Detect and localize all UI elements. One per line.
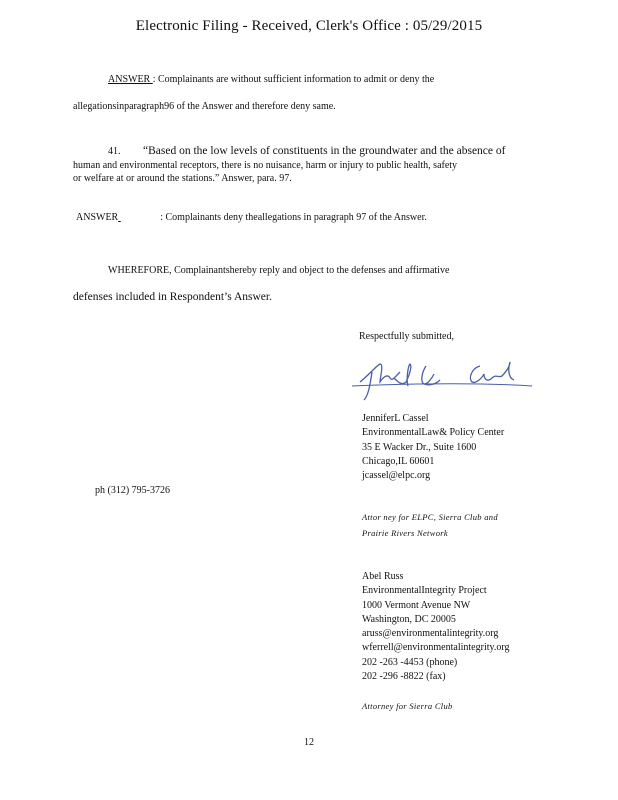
signer-2-city: Washington, DC 20005	[362, 613, 456, 625]
signer-1-email: jcassel@elpc.org	[362, 470, 431, 482]
signer-2-email-2: wferrell@environmentalintegrity.org	[362, 642, 510, 654]
signer-1-block	[362, 412, 504, 483]
wherefore-line-2: defenses included in Respondent’s Answer.	[73, 291, 272, 303]
paragraph-41-text-1: “Based on the low levels of constituents in the groundwater and the absence of	[143, 145, 506, 157]
signer-2-org: EnvironmentalIntegrity Project	[362, 585, 487, 597]
paragraph-41-line-3: or welfare at or around the stations.” Answer, para. 97.	[73, 173, 292, 184]
wherefore-line-1: WHEREFORE, Complainantshereby reply and object to the defenses and affirmative	[108, 265, 450, 276]
answer-2-underline	[118, 212, 160, 223]
answer-1-line-2: allegationsinparagraph96 of the Answer and therefore deny same.	[73, 101, 336, 112]
signer-1-phone: ph (312) 795-3726	[95, 485, 170, 496]
handwritten-signature	[350, 352, 535, 402]
paragraph-41-line-2: human and environmental receptors, there is no nuisance, harm or injury to public health, safety	[73, 159, 458, 171]
signer-2-phone: 202 -263 -4453 (phone)	[362, 656, 458, 668]
signer-1-role-1: Attor ney for ELPC, Sierra Club and	[362, 512, 498, 522]
signer-2-fax: 202 -296 -8822 (fax)	[362, 671, 446, 683]
answer-2-text: : Complainants deny theallegations in paragraph 97 of the Answer.	[160, 212, 427, 223]
filing-header: Electronic Filing - Received, Clerk's Office : 05/29/2015	[135, 18, 483, 34]
closing-text: Respectfully submitted,	[359, 331, 454, 342]
paragraph-41	[73, 143, 505, 186]
signer-1-city: Chicago,IL 60601	[362, 455, 435, 467]
signer-2-block	[362, 570, 510, 684]
signer-1-role-2: Prairie Rivers Network	[362, 528, 448, 538]
signer-1-street: 35 E Wacker Dr., Suite 1600	[362, 441, 477, 453]
answer-1-text: : Complainants are without sufficient information to admit or deny the	[152, 74, 435, 85]
answer-1-line-1	[108, 74, 434, 85]
signer-2-street: 1000 Vermont Avenue NW	[362, 599, 471, 611]
page-number: 12	[304, 737, 314, 748]
signer-2-role: Attorney for Sierra Club	[362, 701, 453, 711]
paragraph-41-line-1	[73, 143, 505, 159]
signer-1-name: JenniferL Cassel	[362, 413, 429, 424]
signer-2-name: Abel Russ	[362, 571, 404, 582]
answer-2-label: ANSWER	[76, 212, 119, 223]
signer-1-org: EnvironmentalLaw& Policy Center	[362, 427, 505, 439]
signer-2-email-1: aruss@environmentalintegrity.org	[362, 628, 499, 640]
answer-2-line	[76, 212, 427, 223]
answer-label: ANSWER	[108, 74, 153, 85]
paragraph-number: 41.	[108, 146, 121, 157]
